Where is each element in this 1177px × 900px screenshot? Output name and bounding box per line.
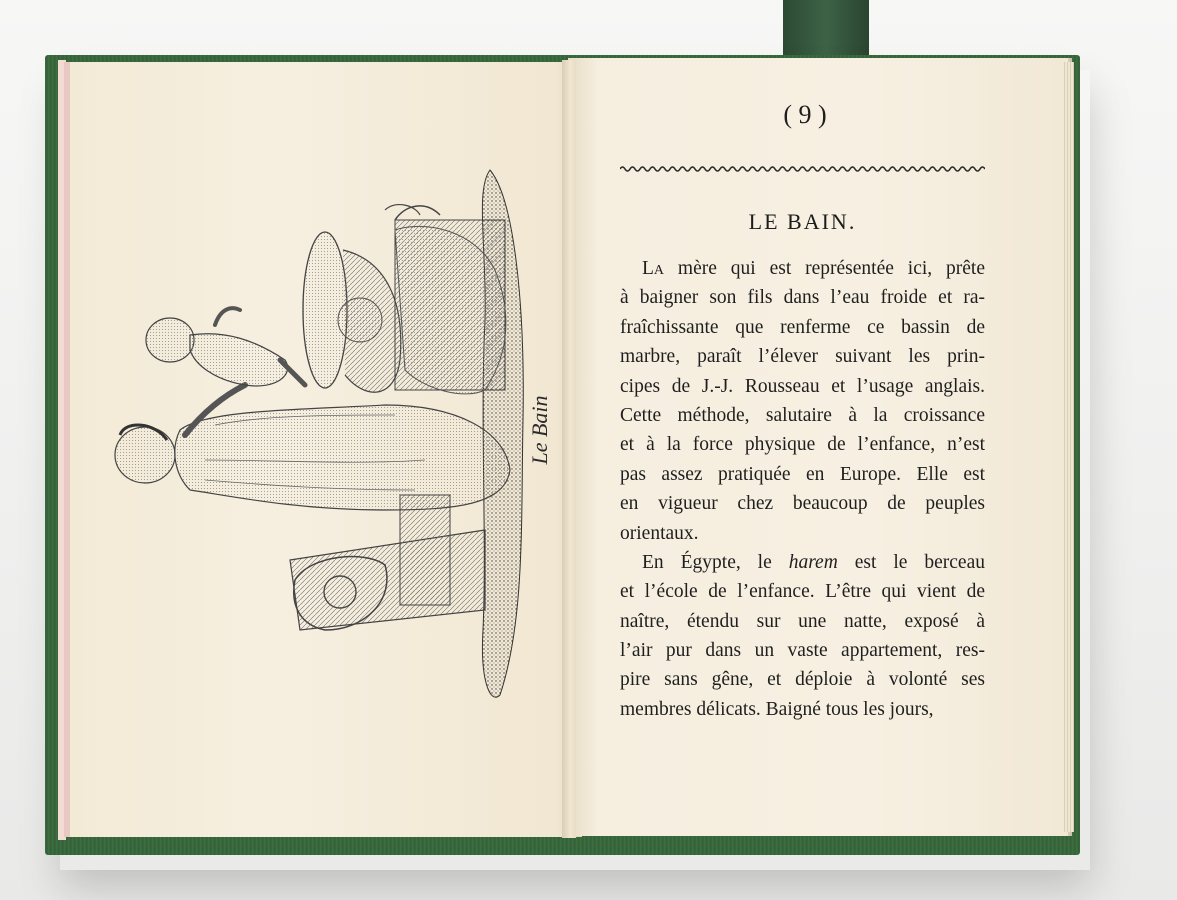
text-line-9: en vigueur chez beaucoup de peuples xyxy=(620,493,985,515)
text-line-1-lead: La xyxy=(642,258,665,279)
chapter-heading: LE BAIN. xyxy=(748,209,857,234)
text-line-14: l’air pur dans un vaste appartement, res- xyxy=(620,640,985,662)
text-line-13: naître, étendu sur une natte, exposé à xyxy=(620,610,985,632)
book-gutter xyxy=(562,60,576,838)
text-line-10: orientaux. xyxy=(620,522,699,544)
text-line-8: pas assez pratiquée en Europe. Elle est xyxy=(620,463,985,485)
text-line-11-italic: harem xyxy=(788,551,838,573)
plate-caption xyxy=(520,370,560,490)
right-page-edges xyxy=(1064,62,1074,832)
text-line-6: Cette méthode, salutaire à la croissance xyxy=(620,404,985,426)
text-line-12: et l’école de l’enfance. L’être qui vient de xyxy=(620,581,985,603)
text-line-1-rest: mère qui est représentée ici, prête xyxy=(664,258,985,279)
text-line-3: fraîchissante que renferme ce bassin de xyxy=(620,316,985,338)
page-number: ( 9 ) xyxy=(783,100,827,129)
text-line-16: membres délicats. Baigné tous les jours, xyxy=(620,698,934,720)
bookmark-ribbon xyxy=(783,0,869,60)
text-line-11 xyxy=(620,548,985,577)
text-line-11-c: est le berceau xyxy=(837,551,985,573)
engraving-illustration xyxy=(95,160,545,710)
text-line-2: à baigner son fils dans l’eau froide et ra- xyxy=(620,287,985,309)
text-line-1 xyxy=(620,254,985,283)
plate-caption-text: Le Bain xyxy=(527,395,552,465)
text-line-4: marbre, paraît l’élever suivant les prin- xyxy=(620,346,985,368)
text-line-15: pire sans gêne, et déploie à volonté ses xyxy=(620,669,985,691)
text-line-7: et à la force physique de l’enfance, n’est xyxy=(620,434,985,456)
decorative-rule xyxy=(620,165,985,173)
text-line-11-a: En Égypte, le xyxy=(642,551,789,573)
text-line-5: cipes de J.-J. Rousseau et l’usage anglais. xyxy=(620,375,985,397)
body-text xyxy=(620,254,985,724)
